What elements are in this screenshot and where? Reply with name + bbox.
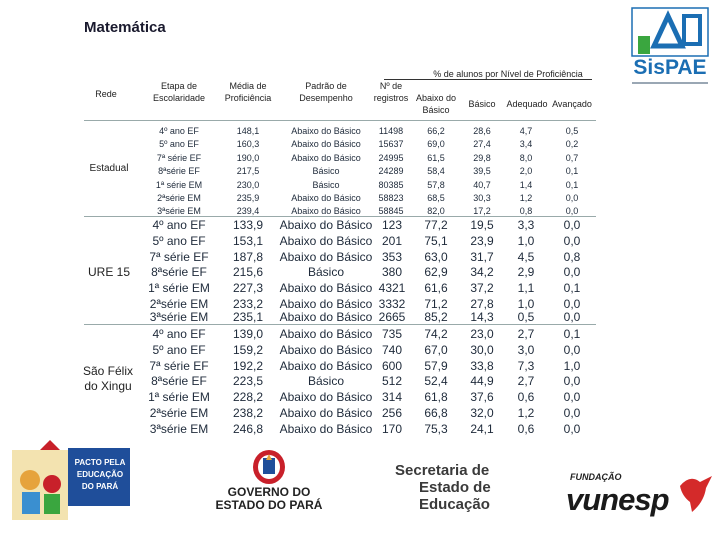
table-cell: 57,8 [427, 179, 445, 190]
group-estadual-adequado-column [508, 125, 544, 219]
table-cell: 8ªsérie EF [151, 265, 207, 280]
table-cell: 3ªsérie EM [149, 310, 209, 324]
table-cell: 0,0 [563, 374, 581, 389]
table-cell: 0,0 [563, 390, 581, 405]
table-cell: 11498 [378, 126, 404, 136]
table-cell: 7ª série EF [149, 358, 209, 373]
table-cell: 1ª série EM [148, 281, 210, 296]
table-cell: 0,0 [563, 233, 581, 248]
table-cell: Abaixo do Básico [279, 281, 373, 296]
table-cell: 37,6 [470, 390, 494, 405]
group-saofelix-media-column [220, 327, 276, 438]
table-cell: 7,3 [517, 358, 535, 373]
table-cell: 0,0 [565, 206, 579, 217]
table-cell: Abaixo do Básico [279, 296, 373, 311]
table-cell: 0,0 [563, 296, 581, 311]
table-cell: Abaixo do Básico [279, 327, 373, 341]
table-cell: 19,5 [470, 218, 494, 232]
table-cell: 24995 [378, 152, 404, 163]
table-cell: 217,5 [236, 166, 260, 177]
header-media: Média de Proficiência [224, 81, 272, 103]
group-ure15-etapa-column [140, 218, 218, 313]
table-cell: 600 [381, 358, 403, 373]
rede-sao-felix-do-xingu: São Félix do Xingu [82, 364, 134, 393]
governo-line-1: GOVERNO DO [227, 485, 311, 499]
table-cell: 1ª série EM [148, 390, 210, 405]
table-cell: 2,9 [517, 265, 535, 280]
table-cell: 380 [381, 265, 403, 280]
table-cell-wrap [508, 310, 544, 326]
group-estadual-media-column [220, 125, 276, 219]
table-cell-wrap [464, 310, 500, 326]
table-cell: Abaixo do Básico [279, 390, 373, 405]
table-cell: 4321 [378, 281, 406, 296]
group-ure15-avancado-column [554, 218, 590, 313]
table-cell: 5º ano EF [152, 342, 206, 357]
table-cell: 1,2 [517, 405, 535, 420]
vunesp-logo [566, 470, 716, 526]
table-cell: 61,8 [424, 390, 448, 405]
table-cell: 75,3 [424, 421, 448, 436]
table-cell: 2ªsérie EM [157, 192, 201, 203]
table-cell: 75,1 [424, 233, 448, 248]
table-cell: 82,0 [427, 206, 445, 217]
table-cell: 57,9 [424, 358, 448, 373]
table-cell: 74,2 [424, 327, 448, 341]
table-cell: 61,5 [427, 152, 445, 163]
table-cell: 5º ano EF [159, 139, 199, 150]
vunesp-bird-icon [676, 472, 716, 516]
table-cell: 192,2 [232, 358, 264, 373]
table-cell: 0,0 [565, 192, 579, 203]
table-cell: 3,4 [519, 139, 533, 150]
table-cell: 740 [381, 342, 403, 357]
table-cell: 52,4 [424, 374, 448, 389]
table-cell: 2ªsérie EM [149, 296, 209, 311]
table-cell: 1,0 [563, 358, 581, 373]
table-cell: 235,1 [232, 310, 264, 324]
table-cell-wrap [554, 310, 590, 326]
pacto-text-line-3: DO PARÁ [81, 482, 119, 491]
table-cell: Abaixo do Básico [279, 233, 373, 248]
table-cell: Abaixo do Básico [279, 421, 373, 436]
rede-ure-15: URE 15 [87, 265, 131, 279]
table-cell: Básico [312, 166, 340, 177]
fundacao-label: FUNDAÇÃO [570, 472, 622, 482]
table-cell: Abaixo do Básico [279, 218, 373, 232]
header-padrao: Padrão de Desempenho [299, 81, 353, 103]
header-basico: Básico [468, 99, 496, 109]
table-cell: 215,6 [232, 265, 264, 280]
table-cell: 40,7 [473, 179, 491, 190]
table-cell: 3ªsérie EM [149, 421, 209, 436]
table-cell: 0,8 [563, 249, 581, 264]
table-cell: 170 [381, 421, 403, 436]
table-cell: 28,6 [473, 126, 491, 136]
table-cell: 3,0 [517, 342, 535, 357]
sispae-wordmark: SisPAE [633, 56, 707, 79]
table-cell: 2665 [378, 310, 406, 324]
table-cell: 5º ano EF [152, 233, 206, 248]
group-estadual-etapa-column [146, 125, 212, 219]
group-ure15-media-column [220, 218, 276, 313]
group-saofelix-padrao-column [276, 327, 376, 438]
table-cell: 230,0 [236, 179, 260, 190]
table-cell: 201 [381, 233, 403, 248]
table-cell: 24289 [378, 166, 404, 177]
table-cell: 3ªsérie EM [157, 206, 201, 217]
table-cell: 62,9 [424, 265, 448, 280]
table-cell: 223,5 [232, 374, 264, 389]
table-cell: 0,0 [563, 342, 581, 357]
table-cell: 23,0 [470, 327, 494, 341]
table-cell: Abaixo do Básico [291, 192, 361, 203]
table-cell: 0,1 [563, 281, 581, 296]
table-cell: 353 [381, 249, 403, 264]
table-cell: 256 [381, 405, 403, 420]
rede-estadual: Estadual [89, 163, 129, 174]
table-cell: 71,2 [424, 296, 448, 311]
group-estadual-abaixo-column [416, 125, 456, 219]
table-cell: 1,0 [517, 296, 535, 311]
table-cell: 15637 [378, 139, 404, 150]
sispae-emblem-icon [628, 6, 712, 58]
table-cell: 34,2 [470, 265, 494, 280]
table-cell: 2,7 [517, 374, 535, 389]
table-cell: Abaixo do Básico [291, 206, 361, 217]
table-cell: 159,2 [232, 342, 264, 357]
table-cell: 153,1 [232, 233, 264, 248]
vunesp-wordmark: vunesp [566, 482, 669, 517]
table-cell: 4,7 [519, 126, 533, 136]
header-etapa: Etapa de Escolaridade [152, 81, 206, 103]
table-cell: 29,8 [473, 152, 491, 163]
table-cell: 4,5 [517, 249, 535, 264]
table-cell: 69,0 [427, 139, 445, 150]
table-cell: 0,6 [517, 390, 535, 405]
table-cell: 228,2 [232, 390, 264, 405]
table-cell: 0,1 [565, 179, 579, 190]
group-estadual-avancado-column [554, 125, 590, 219]
governo-para-logo [210, 448, 328, 524]
table-cell: 0,0 [563, 265, 581, 280]
group-estadual-padrao-column [280, 125, 372, 219]
table-cell-wrap [416, 310, 456, 326]
table-cell: 17,2 [473, 206, 491, 217]
group-ure15-adequado-column [508, 218, 544, 313]
table-cell: 0,1 [563, 327, 581, 341]
table-cell: Básico [307, 374, 345, 389]
pacto-text-line-2: EDUCAÇÃO [76, 470, 124, 479]
table-cell: 1,4 [519, 179, 533, 190]
table-cell: Abaixo do Básico [291, 126, 361, 136]
table-cell: 123 [381, 218, 403, 232]
table-cell: 8ªsérie EF [151, 374, 207, 389]
secretaria-line-2: Estado de [419, 479, 491, 496]
group-ure15-registros-column [372, 218, 412, 313]
table-cell: 0,6 [517, 421, 535, 436]
table-cell: 139,0 [232, 327, 264, 341]
table-cell: 39,5 [473, 166, 491, 177]
table-cell: 77,2 [424, 218, 448, 232]
group-estadual-basico-column [464, 125, 500, 219]
table-cell: 512 [381, 374, 403, 389]
table-cell: 246,8 [232, 421, 264, 436]
table-cell: 44,9 [470, 374, 494, 389]
table-cell: 0,0 [563, 421, 581, 436]
group-ure15-basico-column [464, 218, 500, 313]
table-cell: 8ªsérie EF [158, 166, 200, 177]
table-cell: 2ªsérie EM [149, 405, 209, 420]
table-cell: 2,7 [517, 327, 535, 341]
table-cell: Básico [307, 265, 345, 280]
pacto-educacao-logo [10, 440, 132, 536]
table-cell: 30,3 [473, 192, 491, 203]
header-adequado: Adequado [506, 99, 548, 109]
table-cell: 58845 [378, 206, 404, 217]
table-cell: 4º ano EF [152, 327, 206, 341]
table-cell: 235,9 [236, 192, 260, 203]
table-cell: 0,0 [563, 405, 581, 420]
group-saofelix-registros-column [372, 327, 412, 438]
table-cell: Abaixo do Básico [279, 310, 373, 324]
table-cell: Abaixo do Básico [279, 249, 373, 264]
table-cell: 0,8 [519, 206, 533, 217]
table-cell: 8,0 [519, 152, 533, 163]
table-cell: 1,1 [517, 281, 535, 296]
group-saofelix-avancado-column [554, 327, 590, 438]
table-cell: Abaixo do Básico [291, 152, 361, 163]
table-cell: 32,0 [470, 405, 494, 420]
governo-line-2: ESTADO DO PARÁ [215, 498, 323, 512]
table-cell: 735 [381, 327, 403, 341]
header-rede: Rede [95, 89, 117, 99]
table-cell: 33,8 [470, 358, 494, 373]
group-saofelix-basico-column [464, 327, 500, 438]
table-cell-wrap [220, 310, 276, 326]
group-saofelix-etapa-column [140, 327, 218, 438]
header-registros: Nº de registros [373, 81, 409, 103]
table-cell-wrap [372, 310, 412, 326]
header-abaixo: Abaixo do Básico [415, 93, 457, 115]
table-cell: 0,0 [563, 310, 581, 324]
group-ure15-abaixo-column [416, 218, 456, 313]
table-cell: 37,2 [470, 281, 494, 296]
table-cell-wrap [276, 310, 376, 326]
group-ure15-padrao-column [276, 218, 376, 313]
table-cell: 4º ano EF [159, 126, 199, 136]
table-cell: 1,0 [517, 233, 535, 248]
group-estadual-registros-column [372, 125, 410, 219]
coat-of-arms-icon [210, 448, 328, 486]
table-cell: 314 [381, 390, 403, 405]
table-cell: 227,3 [232, 281, 264, 296]
pacto-text-line-1: PACTO PELA [74, 458, 126, 467]
table-cell: 0,2 [565, 139, 579, 150]
table-cell: 0,0 [563, 218, 581, 232]
table-cell: 30,0 [470, 342, 494, 357]
table-cell: 239,4 [236, 206, 260, 217]
table-cell: 27,8 [470, 296, 494, 311]
table-cell: 190,0 [236, 152, 260, 163]
table-cell: 23,9 [470, 233, 494, 248]
table-cell: 31,7 [470, 249, 494, 264]
table-cell: 238,2 [232, 405, 264, 420]
table-cell: 61,6 [424, 281, 448, 296]
table-cell: 233,2 [232, 296, 264, 311]
table-cell: 85,2 [424, 310, 448, 324]
table-cell: Abaixo do Básico [291, 139, 361, 150]
header-avancado: Avançado [552, 99, 592, 109]
header-percent-title: % de alunos por Nível de Proficiência [433, 69, 583, 79]
table-cell: 63,0 [424, 249, 448, 264]
group-saofelix-abaixo-column [416, 327, 456, 438]
page-title: Matemática [84, 19, 166, 36]
table-cell: 1,2 [519, 192, 533, 203]
table-cell: 24,1 [470, 421, 494, 436]
secretaria-line-3: Educação [419, 496, 490, 513]
table-cell: 1ª série EM [155, 179, 203, 190]
table-cell: 148,1 [236, 126, 260, 136]
sispae-logo [628, 6, 712, 88]
table-cell: Abaixo do Básico [279, 342, 373, 357]
table-cell: 68,5 [427, 192, 445, 203]
table-cell: 0,5 [565, 126, 579, 136]
table-cell: Básico [312, 179, 340, 190]
table-cell: Abaixo do Básico [279, 358, 373, 373]
table-cell: 3332 [378, 296, 406, 311]
table-cell: 14,3 [470, 310, 494, 324]
table-cell: 67,0 [424, 342, 448, 357]
table-cell: 27,4 [473, 139, 491, 150]
table-cell: 58,4 [427, 166, 445, 177]
table-cell: 187,8 [232, 249, 264, 264]
table-cell: 0,1 [565, 166, 579, 177]
table-cell: 160,3 [236, 139, 260, 150]
table-cell: 0,7 [565, 152, 579, 163]
table-cell: 58823 [378, 192, 404, 203]
group-saofelix-adequado-column [508, 327, 544, 438]
table-cell: 7ª série EF [149, 249, 209, 264]
table-cell: 133,9 [232, 218, 264, 232]
table-cell: 7ª série EF [156, 152, 202, 163]
table-cell: 3,3 [517, 218, 535, 232]
table-cell: 0,5 [517, 310, 535, 324]
table-cell: 80385 [378, 179, 404, 190]
secretaria-line-1: Secretaria de [395, 462, 490, 479]
table-row [140, 310, 218, 326]
secretaria-logo [395, 462, 491, 513]
table-cell: 66,8 [424, 405, 448, 420]
table-cell: 4º ano EF [152, 218, 206, 232]
table-cell: 66,2 [427, 126, 445, 136]
table-cell: Abaixo do Básico [279, 405, 373, 420]
table-cell: 2,0 [519, 166, 533, 177]
